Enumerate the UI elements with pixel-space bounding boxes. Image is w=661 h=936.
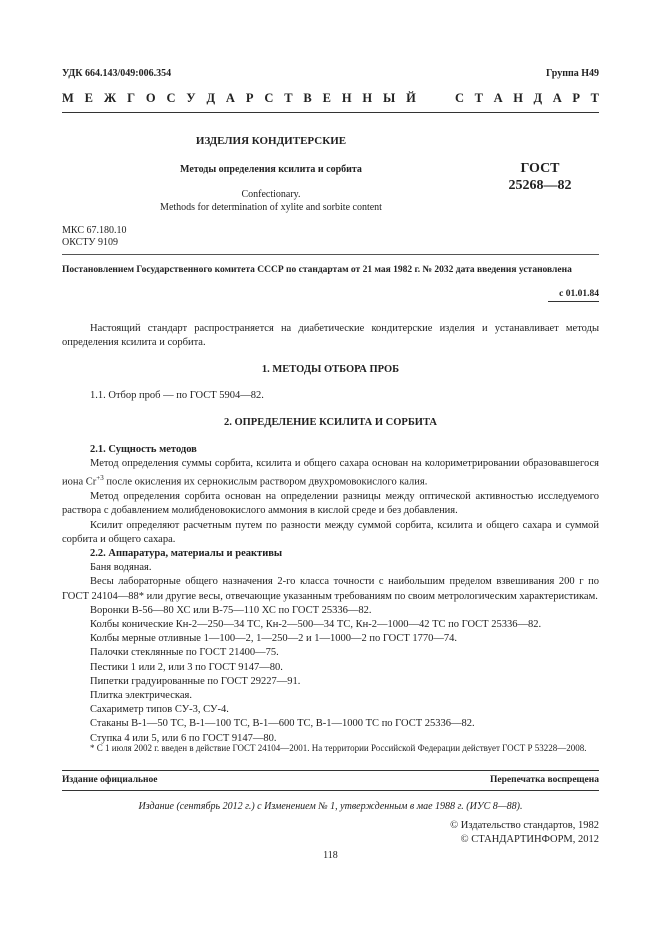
english-title-line1: Confectionary.: [241, 189, 301, 200]
paragraph-2-1-c: Ксилит определяют расчетным путем по разности между суммой сорбита, ксилита и общего сахара и суммой сорбита и общего сахара.: [62, 519, 599, 545]
decree-rule: [62, 254, 599, 255]
list-item: Колбы мерные отливные 1—100—2, 1—250—2 и 1—1000—2 по ГОСТ 1770—74.: [90, 633, 458, 645]
banner-word-standard: С Т А Н Д А Р Т: [455, 91, 599, 105]
paragraph-2-1-a: Метод определения суммы сорбита, ксилита и общего сахара основан на колориметрировании образовавшегося иона $Cr^{+3}$ после окисления их сернокислым раствором двухромовокислого калия.: [62, 458, 599, 488]
date-underline: [548, 301, 599, 302]
udk-code: УДК 664.143/049:006.354: [62, 68, 172, 79]
list-item: Колбы конические Кн-2—250—34 ТС, Кн-2—500—34 ТС, Кн-2—1000—42 ТС по ГОСТ 25336—82.: [90, 618, 542, 630]
group-code: Группа Н49: [546, 68, 599, 79]
introduction-date: с 01.01.84: [559, 289, 599, 299]
list-item: Сахариметр типов СУ-3, СУ-4.: [90, 704, 229, 716]
list-item: Пестики 1 или 2, или 3 по ГОСТ 9147—80.: [90, 661, 283, 673]
footer-rule-lower: [62, 790, 599, 791]
section-1-1: 1.1. Отбор проб — по ГОСТ 5904—82.: [90, 390, 264, 401]
okstu-code: ОКСТУ 9109: [62, 237, 119, 248]
intro-paragraph: Настоящий стандарт распространяется на диабетические кондитерские изделия и устанавливает методы определения ксилита и сорбита.: [62, 323, 599, 349]
reprint-prohibited-label: Перепечатка воспрещена: [489, 775, 599, 785]
list-item: Палочки стеклянные по ГОСТ 21400—75.: [90, 647, 279, 659]
mks-code: МКС 67.180.10: [62, 225, 127, 236]
copyright-block: [450, 819, 599, 847]
english-title: [62, 188, 480, 214]
section-2-heading: 2. ОПРЕДЕЛЕНИЕ КСИЛИТА И СОРБИТА: [223, 417, 438, 428]
subsection-2-1-heading: 2.1. Сущность методов: [90, 444, 197, 455]
official-edition-label: Издание официальное: [62, 775, 158, 785]
banner-word-interstate: М Е Ж Г О С У Д А Р С Т В Е Н Н Ы Й: [62, 91, 416, 105]
standard-banner: [62, 91, 599, 106]
list-item: Стаканы В-1—50 ТС, В-1—100 ТС, В-1—600 ТС, В-1—1000 ТС по ГОСТ 25336—82.: [90, 718, 475, 730]
list-item: Ступка 4 или 5, или 6 по ГОСТ 9147—80.: [90, 732, 277, 744]
document-title: ИЗДЕЛИЯ КОНДИТЕРСКИЕ: [195, 135, 347, 147]
list-item: Воронки В-56—80 ХС или В-75—110 ХС по ГОСТ 25336—82.: [90, 604, 372, 616]
classification-codes: [62, 225, 126, 249]
list-item: Весы лабораторные общего назначения 2-го класса точности с наибольшим пределом взвешивания 200 г по ГОСТ 24104—88* или другие весы, отвечающие указанным требованиям по своим метрологическим характеристикам.: [62, 576, 599, 602]
document-subtitle: Методы определения ксилита и сорбита: [180, 164, 362, 175]
gost-label: ГОСТ: [520, 161, 560, 176]
subsection-2-2-heading: 2.2. Аппаратура, материалы и реактивы: [90, 547, 283, 559]
section-1-heading: 1. МЕТОДЫ ОТБОРА ПРОБ: [261, 364, 400, 375]
copyright-line-1: © Издательство стандартов, 1982: [450, 820, 599, 831]
edition-note: Издание (сентябрь 2012 г.) с Изменением № 1, утвержденным в мае 1988 г. (ИУС 8—88).: [138, 801, 523, 812]
paragraph-2-1-b: Метод определения сорбита основан на определении разницы между оптической активностью исследуемого раствора с добавлением молибденовокислого аммония в кислой среде и без добавления.: [62, 491, 599, 517]
footer-rule: [62, 770, 599, 771]
gost-designation: [495, 160, 585, 194]
page-number: 118: [323, 850, 338, 861]
list-item: Баня водяная.: [90, 562, 152, 574]
section-2-body: [62, 443, 599, 746]
decree-text: Постановлением Государственного комитета СССР по стандартам от 21 мая 1982 г. № 2032 дата введения установлена: [62, 265, 572, 275]
english-title-line2: Methods for determination of xylite and sorbite content: [160, 202, 382, 213]
footnote: * С 1 июля 2002 г. введен в действие ГОСТ 24104—2001. На территории Российской Федерации действует ГОСТ Р 53228—2008.: [90, 743, 587, 753]
gost-number: 25268—82: [508, 178, 572, 193]
list-item: Пипетки градуированные по ГОСТ 29227—91.: [90, 675, 301, 687]
list-item: Плитка электрическая.: [90, 689, 192, 701]
header-rule: [62, 112, 599, 113]
copyright-line-2: © СТАНДАРТИНФОРМ, 2012: [460, 834, 599, 845]
